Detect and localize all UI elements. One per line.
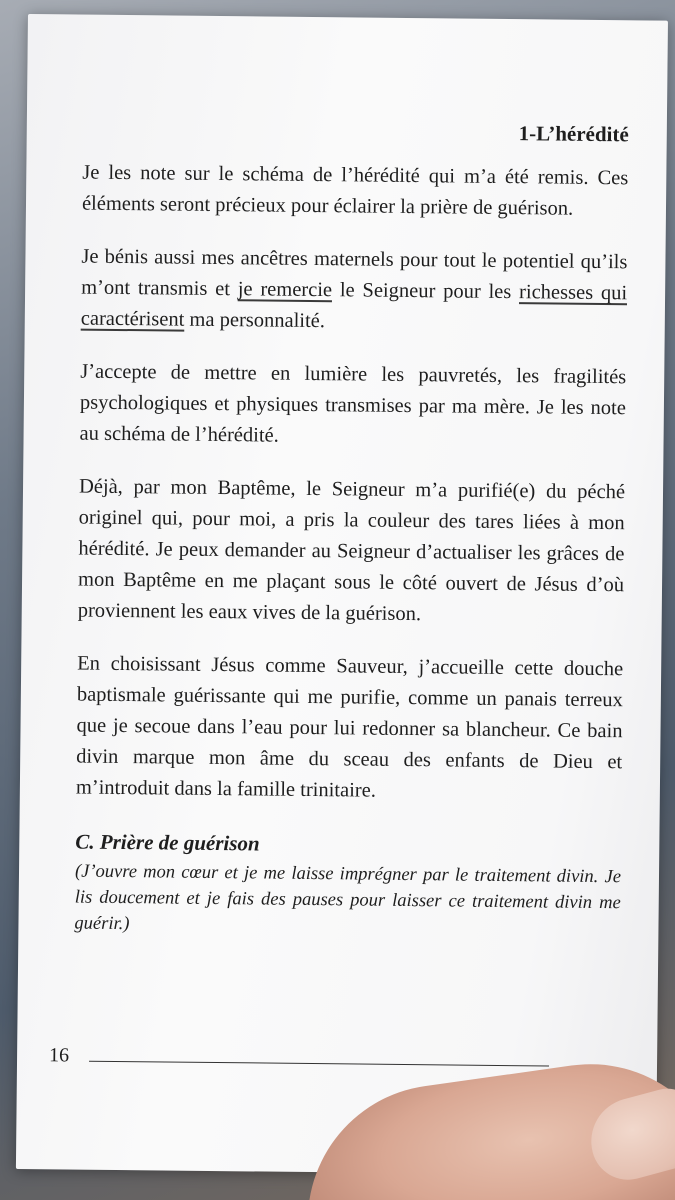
page-number: 16 — [48, 1044, 70, 1067]
footer-rule — [89, 1061, 549, 1067]
paragraph-2 — [81, 242, 628, 341]
paragraph-5: En choisissant Jésus comme Sauveur, j’accueille cette douche baptismale guérissante qui me purifie, comme un panais terreux que je secoue dans l’eau pour lui redonner sa blancheur. Ce bain divin marque mon âme du sceau des enfants de Dieu et m’introduit dans la famille trinitaire. — [75, 652, 624, 802]
paragraph-2-part-b: le Seigneur pour les — [331, 279, 520, 304]
page-content — [74, 117, 629, 943]
paragraph-2-part-c: ma personnalité. — [184, 308, 326, 333]
book-page — [16, 14, 668, 1176]
paragraph-3: J’accepte de mettre en lumière les pauvretés, les fragilités psychologiques et physiques transmises par ma mère. Je les note au schéma de l’hérédité. — [79, 360, 627, 447]
chapter-title: 1-L’hérédité — [518, 121, 629, 147]
page-footer — [49, 1044, 549, 1072]
paragraph-4: Déjà, par mon Baptême, le Seigneur m’a purifié(e) du péché originel qui, pour moi, a pris la couleur des tares liées à mon hérédité. Je peux demander au Seigneur d’actualiser les grâces de mon Baptême en me plaçant sous le côté ouvert de Jésus d’où proviennent les eaux vives de la guérison. — [77, 475, 626, 626]
underlined-phrase-1: je remercie — [237, 278, 333, 302]
section-heading: C. Prière de guérison — [75, 829, 260, 856]
paragraph-2-part-a: Je bénis aussi mes ancêtres maternels pour tout le potentiel qu’ils m’ont transmis et — [81, 245, 628, 301]
paragraph-1: Je les note sur le schéma de l’hérédité qui m’a été remis. Ces éléments seront précieux pour éclairer la prière de guérison. — [81, 161, 629, 220]
section-note: (J’ouvre mon cœur et je me laisse imprégner par le traitement divin. Je lis doucement et je fais des pauses pour laisser ce traitement divin me guérir.) — [74, 861, 622, 935]
underlined-phrase-2: richesses qui caractérisent — [80, 281, 628, 331]
